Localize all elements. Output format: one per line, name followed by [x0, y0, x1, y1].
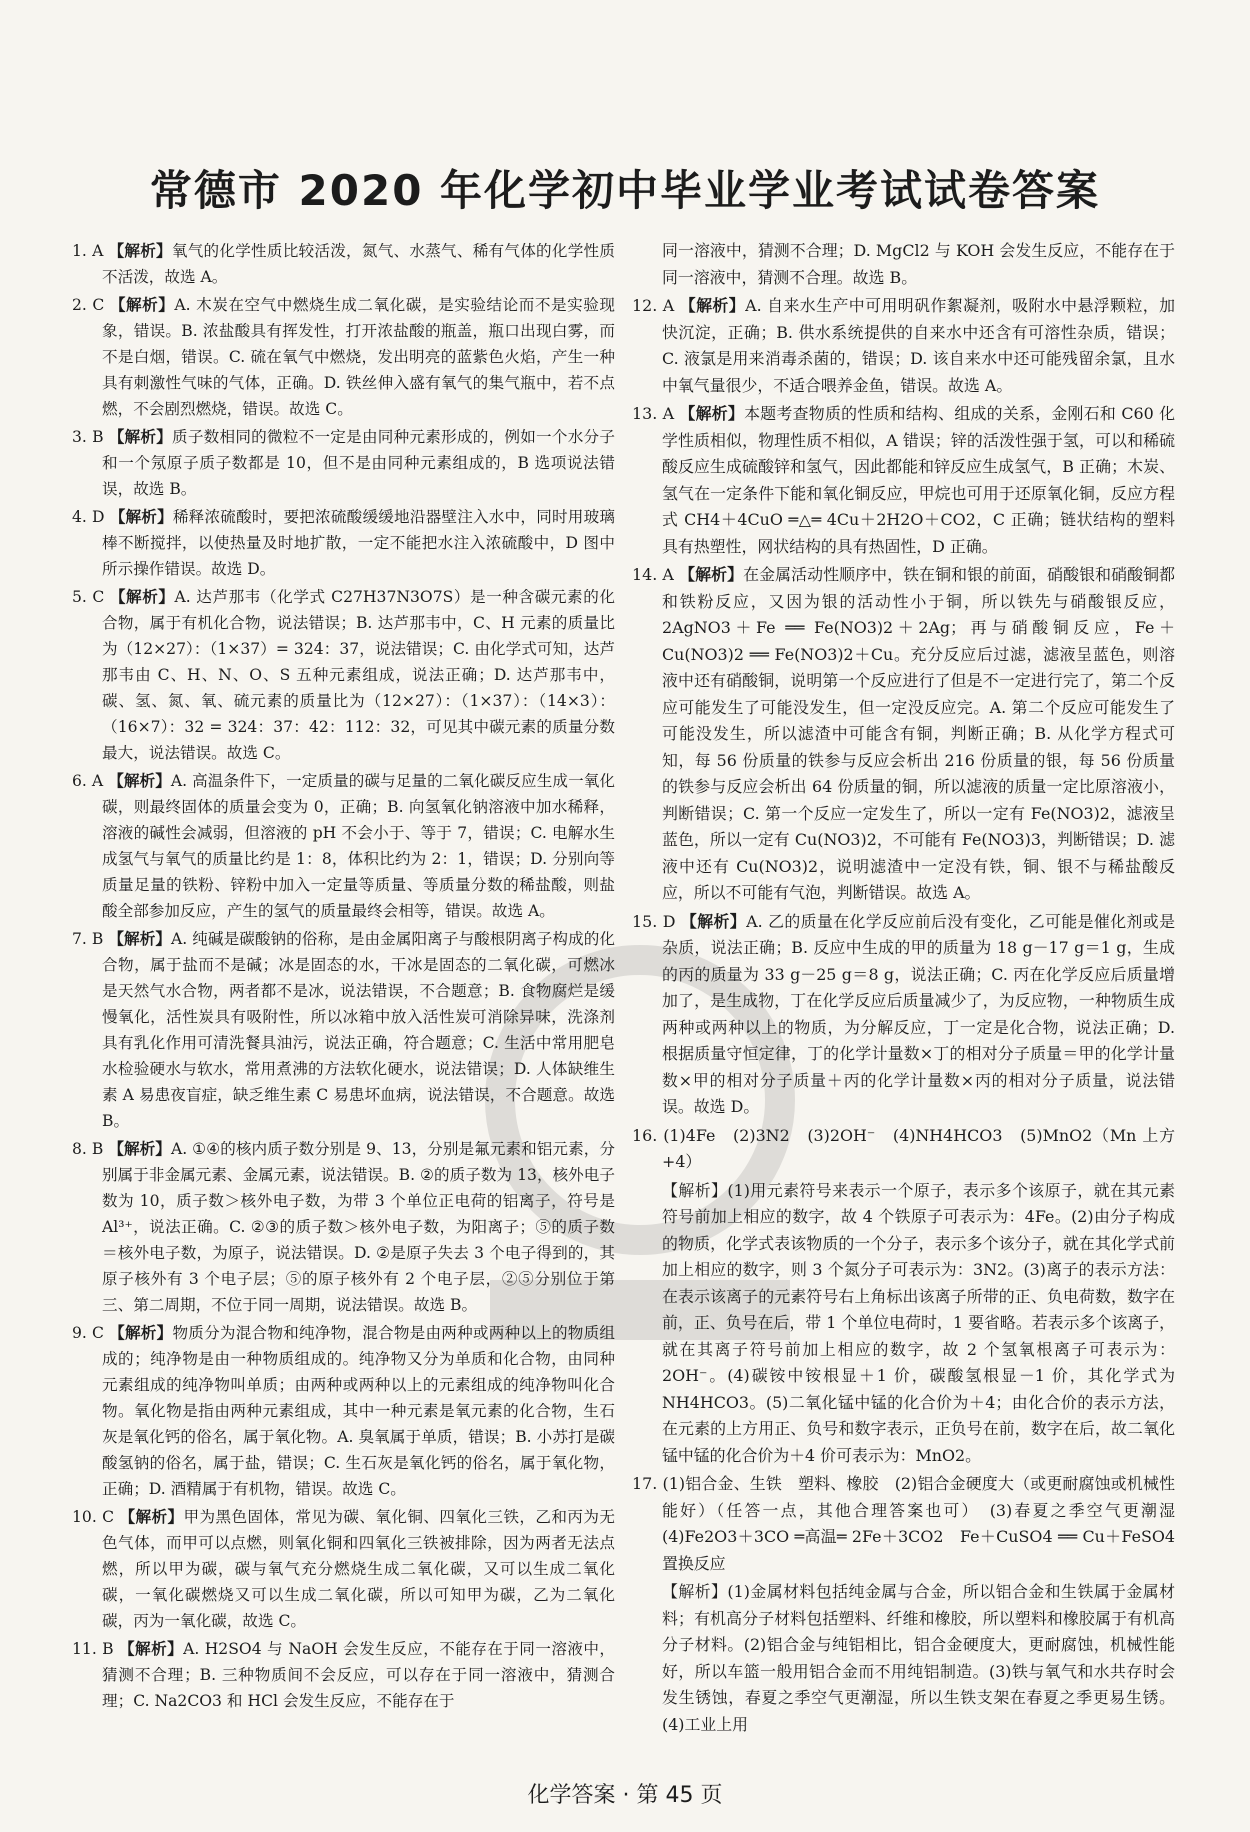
answer-text: 甲为黑色固体，常见为碳、氧化铜、四氧化三铁，乙和丙为无色气体，而甲可以点燃，则氧化铜和四氧化三铁被排除，因为两者无法点燃，所以甲为碳，碳与氧气充分燃烧生成二氧化碳，又可以生成二氧化碳，一氧化碳燃烧又可以生成二氧化碳，所以可知甲为碳，乙为二氧化碳，丙为一氧化碳，故选 C。	[102, 1508, 615, 1630]
answer-item	[72, 1504, 615, 1634]
answer-text: A. 达芦那韦（化学式 C27H37N3O7S）是一种含碳元素的化合物，属于有机化合物，说法错误；B. 达芦那韦中，C、H 元素的质量比为（12×27）：（1×37）= 324：37，说法错误；C. 由化学式可知，达芦那韦由 C、H、N、O、S 五种元素组成，说法正确；D. 达芦那韦中，碳、氢、氮、氧、硫元素的质量比为（12×27）：（1×37）：（14×3）：（16×7）：32 = 324：37：42：112：32，可见其中碳元素的质量分数最大，说法错误。故选 C。	[102, 588, 615, 762]
answer-number: 7. B	[72, 930, 109, 948]
answer-text: A. 木炭在空气中燃烧生成二氧化碳，是实验结论而不是实验现象，错误。B. 浓盐酸具有挥发性，打开浓盐酸的瓶盖，瓶口出现白雾，而不是白烟，错误。C. 硫在氧气中燃烧，发出明亮的蓝紫色火焰，产生一种具有刺激性气味的气体，正确。D. 铁丝伸入盛有氧气的集气瓶中，若不点燃，不会剧烈燃烧，错误。故选 C。	[102, 296, 615, 418]
answer-text: 同一溶液中，猜测不合理；D. MgCl2 与 KOH 会发生反应，不能存在于同一溶液中，猜测不合理。故选 B。	[662, 241, 1175, 287]
answer-text: 本题考查物质的性质和结构、组成的关系，金刚石和 C60 化学性质相似，物理性质不相似，A 错误；锌的活泼性强于氢，可以和稀硫酸反应生成硫酸锌和氢气，因此都能和锌反应生成氢气，B 正确；木炭、氢气在一定条件下能和氧化铜反应，甲烷也可用于还原氧化铜，反应方程式 CH4＋4CuO ═△═ 4Cu＋2H2O＋CO2，C 正确；链状结构的塑料具有热塑性，网状结构的具有热固性，D 正确。	[662, 404, 1175, 556]
answer-number: 15. D	[632, 911, 681, 931]
analysis-tag: 【解析】	[119, 1640, 184, 1658]
answer-item	[632, 1471, 1191, 1577]
answer-item	[632, 1123, 1175, 1176]
answer-number: 13. A	[632, 404, 680, 423]
answer-text: 在金属活动性顺序中，铁在铜和银的前面，硝酸银和硝酸铜都和铁粉反应，又因为银的活动性小于铜，所以铁先与硝酸银反应，2AgNO3＋Fe ══ Fe(NO3)2＋2Ag；再与硝酸铜反应，Fe＋Cu(NO3)2 ══ Fe(NO3)2＋Cu。充分反应后过滤，滤液呈蓝色，则溶液中还有硝酸铜，说明第一个反应进行了但是不一定进行完了，第二个反应可能发生了可能没发生，但一定没反应完。A. 第二个反应可能发生了可能没发生，所以滤渣中可能含有铜，判断正确；B. 从化学方程式可知，每 56 份质量的铁参与反应会析出 216 份质量的银，每 56 份质量的铁参与反应会析出 64 份质量的铜，所以滤液的质量一定比原溶液小，判断错误；C. 第一个反应一定发生了，所以一定有 Fe(NO3)2，滤液呈蓝色，所以一定有 Cu(NO3)2，不可能有 Fe(NO3)3，判断错误；D. 滤液中还有 Cu(NO3)2，说明滤渣中一定没有铁，铜、银不与稀盐酸反应，所以不可能有气泡，判断错误。故选 A。	[662, 565, 1176, 902]
answer-item	[72, 1320, 615, 1502]
analysis-tag: 【解析】	[108, 428, 173, 446]
answer-number: 11. B	[72, 1640, 120, 1658]
analysis-tag: 【解析】	[108, 242, 172, 260]
answer-text: 氧气的化学性质比较活泼，氮气、水蒸气、稀有气体的化学性质不活泼，故选 A。	[102, 242, 615, 286]
answer-item	[72, 292, 615, 422]
answer-text: 质子数相同的微粒不一定是由同种元素形成的，例如一个水分子和一个氖原子质子数都是 10，但不是由同种元素组成的，B 选项说法错误，故选 B。	[102, 428, 615, 498]
answer-text: 【解析】(1)用元素符号来表示一个原子，表示多个该原子，就在其元素符号前加上相应的数字，故 4 个铁原子可表示为：4Fe。(2)由分子构成的物质，化学式表该物质的一个分子，表示多个该分子，就在其化学式前加上相应的数字，则 3 个氮分子可表示为：3N2。(3)离子的表示方法：在表示该离子的元素符号右上角标出该离子所带的正、负电荷数，数字在前，正、负号在后，带 1 个单位电荷时，1 要省略。若表示多个该离子，就在其离子符号前加上相应的数字，故 2 个氢氧根离子可表示为：2OH⁻。(4)碳铵中铵根显＋1 价，碳酸氢根显－1 价，其化学式为 NH4HCO3。(5)二氧化锰中锰的化合价为＋4；由化合价的表示方法，在元素的上方用正、负号和数字表示，正负号在前，数字在后，故二氧化锰中锰的化合价为＋4 价可表示为：MnO2。	[662, 1180, 1175, 1465]
answer-number: 4. D	[72, 508, 110, 526]
analysis-tag: 【解析】	[119, 1508, 184, 1526]
answer-text: 稀释浓硫酸时，要把浓硫酸缓缓地沿器壁注入水中，同时用玻璃棒不断搅拌，以使热量及时地扩散，一定不能把水注入浓硫酸中，D 图中所示操作错误。故选 D。	[102, 508, 615, 578]
answer-item	[72, 584, 615, 766]
page-footer: 化学答案 · 第 45 页	[527, 1783, 723, 1808]
answer-item	[632, 1579, 1175, 1738]
analysis-tag: 【解析】	[109, 1324, 173, 1342]
page-title: 常德市 2020 年化学初中毕业学业考试试卷答案	[149, 166, 1101, 215]
answer-number: 8. B	[72, 1140, 109, 1158]
answer-item	[632, 401, 1175, 560]
answer-item	[72, 238, 615, 290]
answer-number: 17.	[632, 1474, 663, 1493]
answer-item	[632, 1178, 1175, 1470]
answer-number: 1. A	[72, 242, 109, 260]
analysis-tag: 【解析】	[109, 296, 175, 314]
answer-column-left	[72, 238, 615, 1716]
answer-number: 9. C	[72, 1324, 110, 1342]
analysis-tag: 【解析】	[680, 911, 747, 931]
answer-column-right	[632, 238, 1191, 1740]
answer-item	[72, 768, 615, 924]
answer-number: 12. A	[632, 296, 680, 315]
analysis-tag: 【解析】	[679, 296, 746, 315]
answer-text: A. 自来水生产中可用明矾作絮凝剂，吸附水中悬浮颗粒，加快沉淀，正确；B. 供水系统提供的自来水中还含有可溶性杂质，错误；C. 液氯是用来消毒杀菌的，错误；D. 该自来水中还可能残留余氯，且水中氧气量很少，不适合喂养金鱼，错误。故选 A。	[662, 296, 1176, 395]
answer-number: 14. A	[632, 565, 680, 584]
answer-text: (1)4Fe (2)3N2 (3)2OH⁻ (4)NH4HCO3 (5)MnO2（Mn 上方 +4）	[662, 1125, 1176, 1171]
analysis-tag: 【解析】	[679, 565, 744, 584]
answer-item	[72, 1636, 615, 1714]
analysis-tag: 【解析】	[109, 508, 173, 526]
answer-text: 物质分为混合物和纯净物，混合物是由两种或两种以上的物质组成的；纯净物是由一种物质组成的。纯净物又分为单质和化合物，由同种元素组成的纯净物叫单质；由两种或两种以上的元素组成的纯净物叫化合物。氧化物是指由两种元素组成，其中一种元素是氧元素的化合物，生石灰是氧化钙的俗名，属于氧化物。A. 臭氧属于单质，错误；B. 小苏打是碳酸氢钠的俗名，属于盐，错误；C. 生石灰是氧化钙的俗名，属于氧化物，正确；D. 酒精属于有机物，错误。故选 C。	[102, 1324, 615, 1498]
answer-text: A. H2SO4 与 NaOH 会发生反应，不能存在于同一溶液中，猜测不合理；B. 三种物质间不会反应，可以存在于同一溶液中，猜测合理；C. Na2CO3 和 HCl 会发生反应，不能存在于	[102, 1640, 615, 1710]
answer-number: 2. C	[72, 296, 110, 314]
answer-number: 10. C	[72, 1508, 120, 1526]
answer-text: A. 纯碱是碳酸钠的俗称，是由金属阳离子与酸根阴离子构成的化合物，属于盐而不是碱；冰是固态的水，干冰是固态的二氧化碳，可燃冰是天然气水合物，两者都不是冰，说法错误，不合题意；B. 食物腐烂是缓慢氧化，活性炭具有吸附性，所以冰箱中放入活性炭可消除异味，洗涤剂具有乳化作用可清洗餐具油污，说法正确，符合题意；C. 生活中常用肥皂水检验硬水与软水，常用煮沸的方法软化硬水，说法错误；D. 人体缺维生素 A 易患夜盲症，缺乏维生素 C 易患坏血病，说法错误，不合题意。故选 B。	[102, 930, 615, 1130]
answer-item	[632, 909, 1175, 1121]
analysis-tag: 【解析】	[108, 930, 172, 948]
answer-text: (1)铝合金、生铁 塑料、橡胶 (2)铝合金硬度大（或更耐腐蚀或机械性能好）（任答一点，其他合理答案也可） (3)春夏之季空气更潮湿 (4)Fe2O3＋3CO ═高温═ 2Fe＋3CO2 Fe＋CuSO4 ══ Cu＋FeSO4 置换反应	[662, 1474, 1191, 1573]
answer-number: 16.	[632, 1125, 664, 1145]
analysis-tag: 【解析】	[108, 1140, 171, 1158]
analysis-tag: 【解析】	[108, 772, 171, 790]
answer-item	[632, 293, 1175, 399]
answer-text: 【解析】(1)金属材料包括纯金属与合金，所以铝合金和生铁属于金属材料；有机高分子材料包括塑料、纤维和橡胶，所以塑料和橡胶属于有机高分子材料。(2)铝合金与纯铝相比，铝合金硬度大，更耐腐蚀，机械性能好，所以车篮一般用铝合金而不用纯铝制造。(3)铁与氧气和水共存时会发生锈蚀，春夏之季空气更潮湿，所以生铁支架在春夏之季更易生锈。(4)工业上用	[662, 1582, 1175, 1734]
answer-item	[632, 562, 1175, 907]
answer-number: 5. C	[72, 588, 110, 606]
answer-item	[72, 926, 615, 1134]
answer-number: 3. B	[72, 428, 109, 446]
answer-text: A. 高温条件下，一定质量的碳与足量的二氧化碳反应生成一氧化碳，则最终固体的质量会变为 0，正确；B. 向氢氧化钠溶液中加水稀释，溶液的碱性会减弱，但溶液的 pH 不会小于、等于 7，错误；C. 电解水生成氢气与氧气的质量比约是 1：8，体积比约为 2：1，错误；D. 分别向等质量足量的铁粉、锌粉中加入一定量等质量、等质量分数的稀盐酸，则盐酸全部参加反应，产生的氢气的质量最终会相等，错误。故选 A。	[102, 772, 615, 920]
answer-item	[72, 424, 615, 502]
analysis-tag: 【解析】	[679, 404, 745, 423]
answer-text: A. ①④的核内质子数分别是 9、13，分别是氟元素和铝元素，分别属于非金属元素、金属元素，说法错误。B. ②的质子数为 13，核外电子数为 10，质子数＞核外电子数，为带 3 个单位正电荷的铝离子，符号是 Al³⁺，说法正确。C. ②③的质子数＞核外电子数，为阳离子；⑤的质子数＝核外电子数，为原子，说法错误。D. ②是原子失去 3 个电子得到的，其原子核外有 3 个电子层；⑤的原子核外有 2 个电子层，②⑤分别位于第三、第二周期，不位于同一周期，说法错误。故选 B。	[102, 1140, 615, 1314]
answer-text: A. 乙的质量在化学反应前后没有变化，乙可能是催化剂或是杂质，说法正确；B. 反应中生成的甲的质量为 18 g－17 g＝1 g，生成的丙的质量为 33 g－25 g＝8 g，说法正确；C. 丙在化学反应后质量增加了，是生成物，丁在化学反应后质量减少了，为反应物，一种物质生成两种或两种以上的物质，为分解反应，丁一定是化合物，说法正确；D. 根据质量守恒定律，丁的化学计量数×丁的相对分子质量＝甲的化学计量数×甲的相对分子质量＋丙的化学计量数×丙的相对分子质量，说法错误。故选 D。	[662, 911, 1175, 1116]
answer-item	[72, 1136, 615, 1318]
analysis-tag: 【解析】	[109, 588, 175, 606]
answer-item	[632, 238, 1175, 291]
answer-number: 6. A	[72, 772, 109, 790]
answer-item	[72, 504, 615, 582]
